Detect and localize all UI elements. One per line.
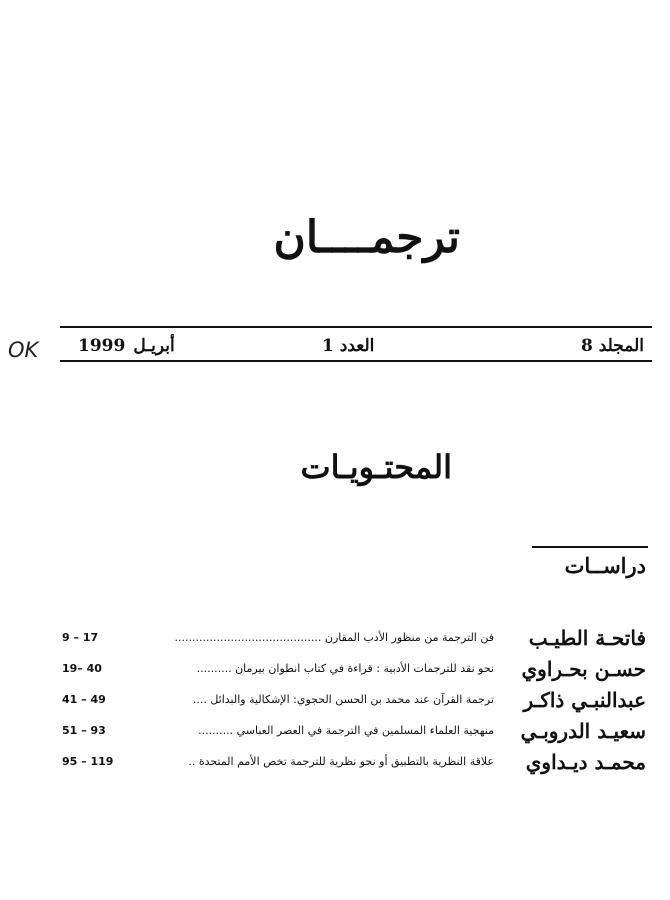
table-of-contents (60, 626, 652, 781)
toc-article-title: ترجمة القرآن عند محمد بن الحسن الحجوي: الإشكالية والبدائل .... (192, 693, 494, 706)
toc-entry (60, 750, 652, 781)
handwritten-ok-note: OK (8, 338, 39, 362)
toc-article-title: علاقة النظرية بالتطبيق أو نحو نظرية للترجمة تخص الأمم المتحدة .. (188, 755, 494, 768)
journal-title: ترجمــــان (273, 212, 460, 263)
toc-author: فاتحـة الطيـب (528, 626, 646, 650)
toc-article-title: منهجية العلماء المسلمين في الترجمة في العصر العباسي .......... (198, 724, 494, 737)
toc-pages: 51 – 93 (62, 724, 106, 737)
issue-date (78, 336, 175, 356)
toc-entry (60, 719, 652, 750)
toc-pages: 95 – 119 (62, 755, 114, 768)
toc-author: سعيـد الدروبـي (520, 719, 646, 743)
issue-info-row (60, 336, 652, 358)
toc-pages: 41 – 49 (62, 693, 106, 706)
toc-author: عبدالنبـي ذاكـر (523, 688, 646, 712)
toc-pages: 19– 40 (62, 662, 102, 675)
toc-entry (60, 688, 652, 719)
toc-article-title: فن الترجمة من منظور الأدب المقارن .......................................... (174, 631, 494, 644)
issue-number-label: العدد 1 (322, 336, 375, 356)
section-rule (532, 546, 648, 548)
toc-article-title: نحو نقد للترجمات الأدبية : قراءة في كتاب انطوان بيرمان .......... (196, 662, 494, 675)
toc-author: حسـن بحـراوي (521, 657, 646, 681)
section-heading-studies: دراســات (564, 553, 646, 578)
toc-entry (60, 657, 652, 688)
issue-rule-bottom (60, 360, 652, 362)
issue-rule-top (60, 326, 652, 328)
volume-label: المجلد 8 (580, 336, 644, 356)
toc-entry (60, 626, 652, 657)
contents-title: المحتـويـات (300, 448, 452, 486)
issue-month: أبريـل (133, 336, 175, 356)
toc-pages: 9 – 17 (62, 631, 99, 644)
toc-author: محمـد ديـداوي (525, 750, 646, 774)
issue-year: 1999 (78, 336, 126, 356)
